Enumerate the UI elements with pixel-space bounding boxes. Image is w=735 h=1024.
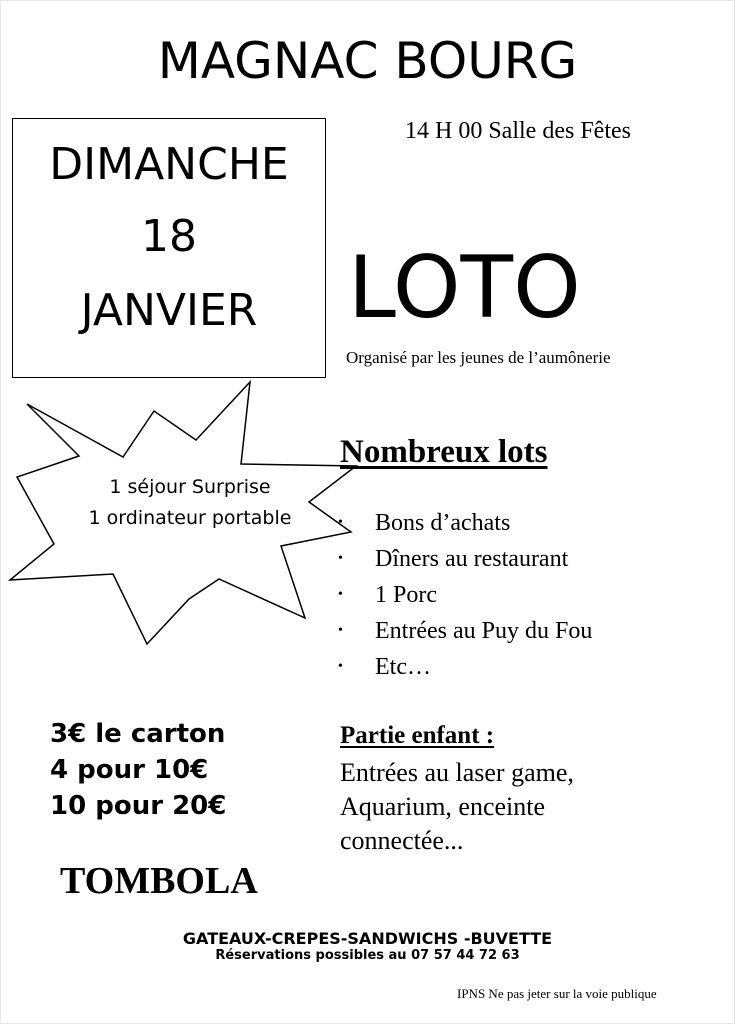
date-day: 18: [141, 211, 197, 262]
starburst-prize-2: 1 ordinateur portable: [88, 507, 292, 529]
price-four-cards: 4 pour 10€: [50, 755, 209, 785]
bullet-icon: •: [338, 551, 343, 566]
time-and-venue: 14 H 00 Salle des Fêtes: [405, 118, 631, 144]
prizes-heading: Nombreux lots: [340, 434, 548, 470]
reservations-line: Réservations possibles au 07 57 44 72 63: [215, 948, 520, 963]
prize-item: [334, 649, 592, 685]
date-box: [12, 118, 326, 378]
prize-label: Bons d’achats: [375, 510, 511, 536]
prize-item: [334, 541, 592, 577]
kids-prize-line: Entrées au laser game,: [340, 758, 574, 787]
kids-prize-line: Aquarium, enceinte: [340, 792, 546, 821]
event-title: LOTO: [348, 238, 581, 338]
prize-item: [334, 505, 592, 541]
bullet-icon: •: [338, 515, 343, 530]
prize-label: Etc…: [375, 654, 431, 680]
prize-label: 1 Porc: [375, 582, 437, 608]
date-month: JANVIER: [80, 285, 258, 336]
price-ten-cards: 10 pour 20€: [50, 791, 227, 821]
bullet-icon: •: [338, 587, 343, 602]
tombola-title: TOMBOLA: [60, 860, 258, 902]
bullet-icon: •: [338, 659, 343, 674]
refreshments-line: GATEAUX-CREPES-SANDWICHS -BUVETTE: [182, 929, 553, 948]
prize-label: Entrées au Puy du Fou: [375, 618, 593, 644]
kids-heading: Partie enfant :: [340, 722, 495, 749]
date-weekday: DIMANCHE: [49, 139, 289, 190]
ipns-notice: IPNS Ne pas jeter sur la voie publique: [457, 986, 657, 1001]
price-single-card: 3€ le carton: [50, 719, 226, 749]
prizes-list: [334, 505, 592, 685]
kids-prize-line: connectée...: [340, 826, 464, 855]
prize-item: [334, 577, 592, 613]
bullet-icon: •: [338, 623, 343, 638]
starburst-prize-1: 1 séjour Surprise: [109, 476, 271, 498]
prize-label: Dîners au restaurant: [375, 546, 569, 572]
prize-item: [334, 613, 592, 649]
organizer-line: Organisé par les jeunes de l’aumônerie: [346, 348, 611, 367]
town-name: MAGNAC BOURG: [157, 32, 578, 90]
